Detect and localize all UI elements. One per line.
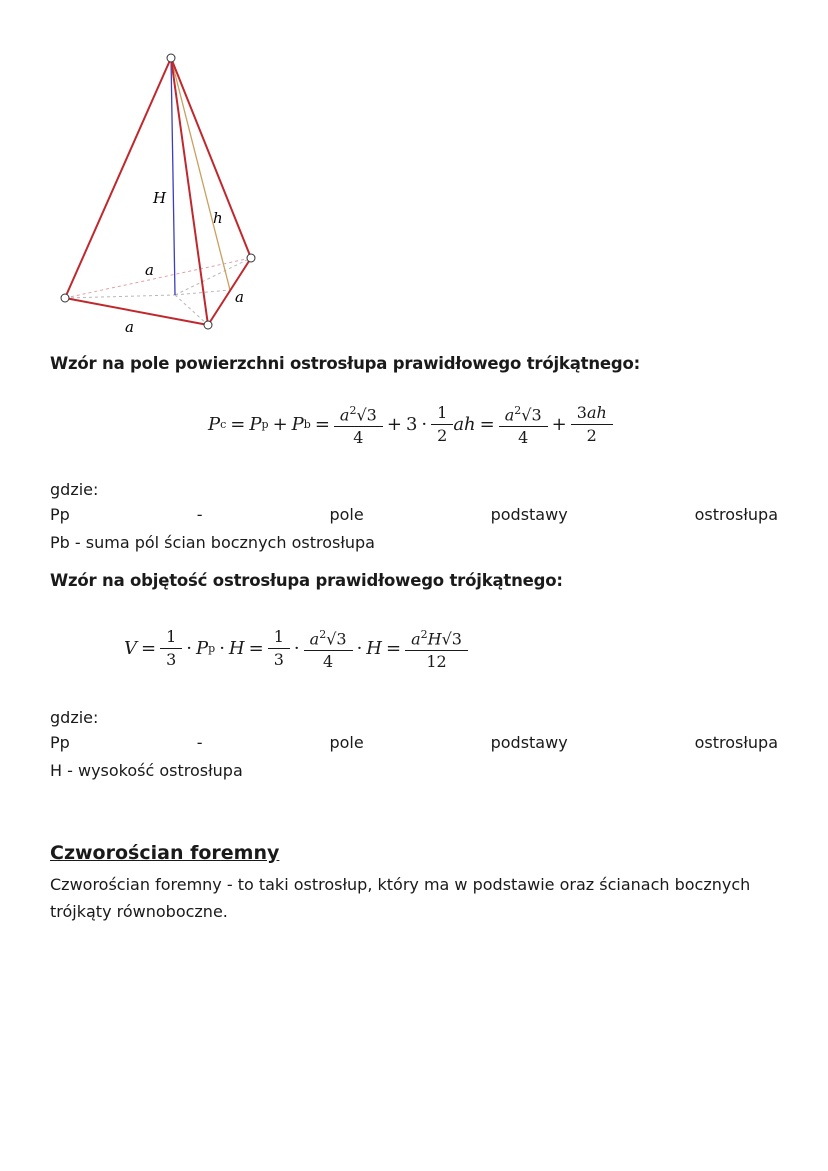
base-vertex-front	[204, 321, 212, 329]
surface-area-heading: Wzór na pole powierzchni ostrosłupa prawidłowego trójkątnego:	[50, 354, 641, 373]
pyramid-figure	[55, 50, 270, 335]
pp-term: Pp	[50, 505, 70, 524]
tetrahedron-line-2: trójkąty równoboczne.	[50, 902, 228, 921]
base-edge-front	[65, 298, 208, 325]
word-podstawy: podstawy	[490, 505, 568, 524]
base-vertex-right	[247, 254, 255, 262]
pp-term: Pp	[50, 733, 70, 752]
dash: -	[196, 733, 203, 752]
label-a-front: a	[125, 318, 134, 335]
word-ostroslupa: ostrosłupa	[694, 733, 778, 752]
h-definition: H - wysokość ostrosłupa	[50, 761, 243, 780]
word-podstawy: podstawy	[490, 733, 568, 752]
volume-formula: V = $\frac{1}{3}$ · P p · H = $\frac{1}{3}$ · $\frac{a^2√3}{4}$ · H = $\frac{a^2H√3}{12}$	[124, 624, 468, 673]
hidden-median-line	[65, 295, 175, 298]
lateral-edge-right	[171, 58, 251, 258]
label-a-right: a	[235, 288, 244, 306]
apex-vertex	[167, 54, 175, 62]
label-a-left: a	[145, 261, 154, 279]
lateral-edge-front	[171, 58, 208, 325]
word-ostroslupa: ostrosłupa	[694, 505, 778, 524]
tetrahedron-title: Czworościan foremny	[50, 842, 280, 864]
gdzie-label-2: gdzie:	[50, 708, 99, 727]
word-pole: pole	[329, 505, 364, 524]
dash: -	[196, 505, 203, 524]
gdzie-label-1: gdzie:	[50, 480, 99, 499]
tetrahedron-line-1: Czworościan foremny - to taki ostrosłup, który ma w podstawie oraz ścianach bocznych	[50, 875, 751, 894]
surface-area-formula: P c = P p + P b = $\frac{a^2√3}{4}$ + 3 · $\frac{1}{2}$ ah = $\frac{a^2√3}{4}$ + $\frac{3ah}{2}$	[208, 400, 613, 449]
volume-heading: Wzór na objętość ostrosłupa prawidłowego trójkątnego:	[50, 571, 563, 590]
pb-definition: Pb - suma pól ścian bocznych ostrosłupa	[50, 533, 375, 552]
base-vertex-left	[61, 294, 69, 302]
height-line	[171, 58, 175, 295]
word-pole: pole	[329, 733, 364, 752]
pp-definition-row-1	[50, 505, 778, 524]
label-h: h	[213, 209, 223, 227]
pp-definition-row-2	[50, 733, 778, 752]
label-H: H	[153, 189, 167, 207]
apothem-line	[171, 58, 230, 290]
lateral-edge-left	[65, 58, 171, 298]
